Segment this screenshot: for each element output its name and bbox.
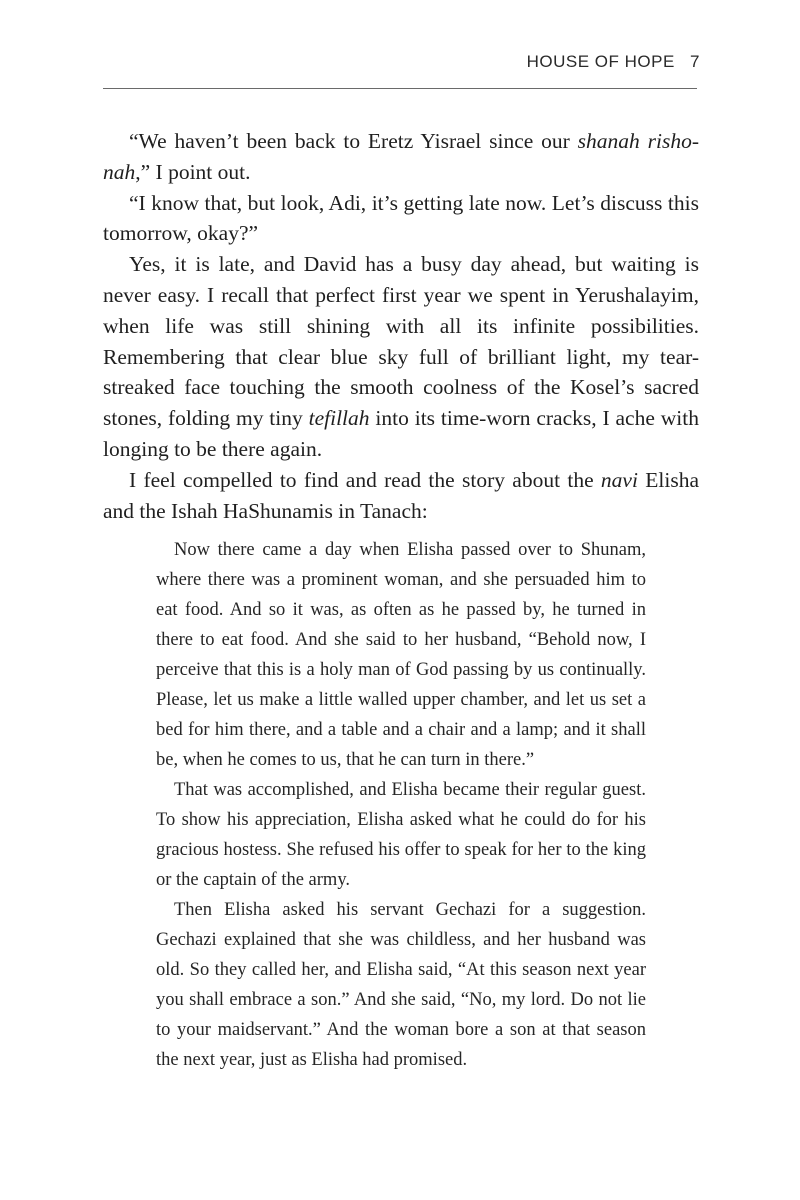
- block-quote: [156, 535, 646, 1075]
- body-p4-italic: navi: [600, 467, 638, 492]
- body-p1-text-end: ,” I point out.: [135, 159, 251, 184]
- body-p1-italic: shanah risho-nah: [103, 129, 699, 184]
- running-title: HOUSE OF HOPE: [526, 52, 675, 71]
- body-paragraph-3: [103, 249, 699, 465]
- page-number: 7: [690, 52, 700, 71]
- body-paragraph-4: [103, 465, 699, 527]
- quote-paragraph-2: That was accomplished, and Elisha became their regular guest. To show his appreciation, Elisha asked what he could do for his gracious hostess. She refused his offer to speak for her to the king or the captain of the army.: [156, 780, 646, 890]
- quote-paragraph-1: Now there came a day when Elisha passed over to Shunam, where there was a prominent woman, and she persuaded him to eat food. And so it was, as often as he passed by, he turned in there to eat food. And she said to her husband, “Behold now, I perceive that this is a holy man of God passing by us continually. Please, let us make a little walled upper chamber, and let us set a bed for him there, and a table and a chair and a lamp; and it shall be, when he comes to us, that he can turn in there.”: [156, 540, 646, 770]
- body-p3-italic: tefillah: [308, 406, 370, 431]
- body-p1-text: “We haven’t been back to Eretz Yisrael since our: [129, 129, 578, 153]
- body-p3-text-end: into its time-worn cracks, I ache with longing to be there again.: [103, 406, 699, 461]
- running-head: [527, 52, 700, 72]
- header-rule: [103, 88, 697, 89]
- quote-paragraph-3: Then Elisha asked his servant Gechazi for a suggestion. Gechazi explained that she was childless, and her husband was old. So they called her, and Elisha said, “At this season next year you shall embrace a son.” And she said, “No, my lord. Do not lie to your maidservant.” And the woman bore a son at that season the next year, just as Elisha had promised.: [156, 900, 646, 1070]
- body-p4-text-end: Elisha and the Ishah HaShunamis in Tanach:: [103, 467, 699, 523]
- body-text: [103, 126, 699, 526]
- body-p3-text: Yes, it is late, and David has a busy day ahead, but waiting is never easy. I recall that perfect first year we spent in Yerushalayim, when life was still shining with all its infinite possibilities. Remembering that clear blue sky full of brilliant light, my tear-streaked face touching the smooth coolness of the Kosel’s sacred stones, folding my tiny: [103, 252, 699, 431]
- body-paragraph-1: [103, 126, 699, 188]
- body-p4-text: I feel compelled to find and read the story about the: [129, 467, 601, 492]
- body-paragraph-2: “I know that, but look, Adi, it’s getting late now. Let’s discuss this tomorrow, okay?”: [103, 190, 699, 246]
